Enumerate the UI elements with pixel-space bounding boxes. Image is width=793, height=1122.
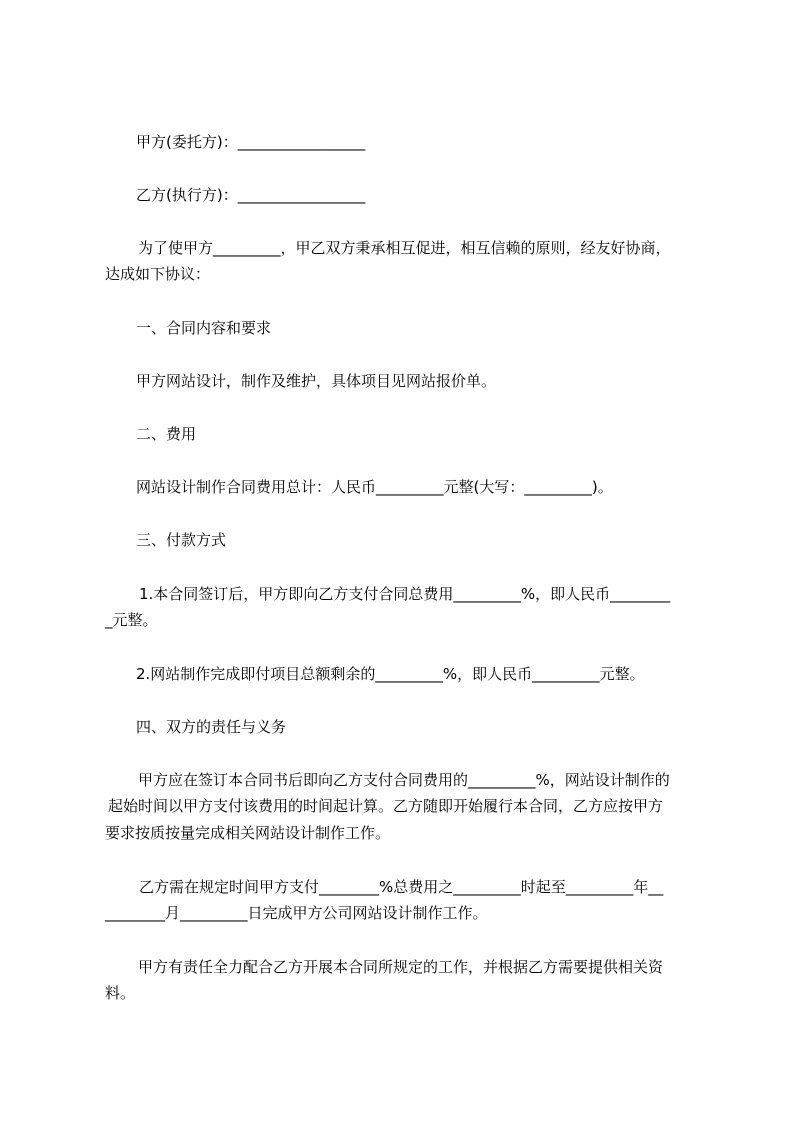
- duty2-line-2: ________月_________日完成甲方公司网站设计制作工作。: [105, 904, 488, 922]
- intro-line-2: 达成如下协议：: [105, 265, 211, 283]
- section2-body: 网站设计制作合同费用总计：人民币_________元整(大写：_________)。: [136, 478, 613, 496]
- party-b-line: 乙方(执行方)：_________________: [136, 186, 366, 204]
- section4-heading: 四、双方的责任与义务: [136, 718, 287, 736]
- party-a-line: 甲方(委托方)：_________________: [136, 133, 366, 151]
- duty2-line-1: 乙方需在规定时间甲方支付________%总费用之_________时起至_________年__: [139, 878, 664, 896]
- payment1-line-1: 1.本合同签订后，甲方即向乙方支付合同总费用_________%，即人民币________: [139, 585, 671, 603]
- section1-heading: 一、合同内容和要求: [136, 319, 272, 337]
- intro-line-1: 为了使甲方_________，甲乙双方秉承相互促进，相互信赖的原则，经友好协商，: [138, 239, 671, 257]
- duty1-line-3: 要求按质按量完成相关网站设计制作工作。: [105, 824, 391, 842]
- section3-heading: 三、付款方式: [136, 531, 227, 549]
- duty1-line-2: 起始时间以甲方支付该费用的时间起计算。乙方随即开始履行本合同，乙方应按甲方: [108, 797, 664, 815]
- section1-body: 甲方网站设计，制作及维护，具体项目见网站报价单。: [136, 372, 497, 390]
- payment1-line-2: _元整。: [105, 611, 158, 629]
- duty3-line-2: 料。: [105, 984, 136, 1002]
- duty1-line-1: 甲方应在签订本合同书后即向乙方支付合同费用的_________%，网站设计制作的: [138, 771, 670, 789]
- payment2-line: 2.网站制作完成即付项目总额剩余的_________%，即人民币_________元整。: [136, 665, 645, 683]
- section2-heading: 二、费用: [136, 425, 197, 443]
- duty3-line-1: 甲方有责任全力配合乙方开展本合同所规定的工作，并根据乙方需要提供相关资: [138, 958, 664, 976]
